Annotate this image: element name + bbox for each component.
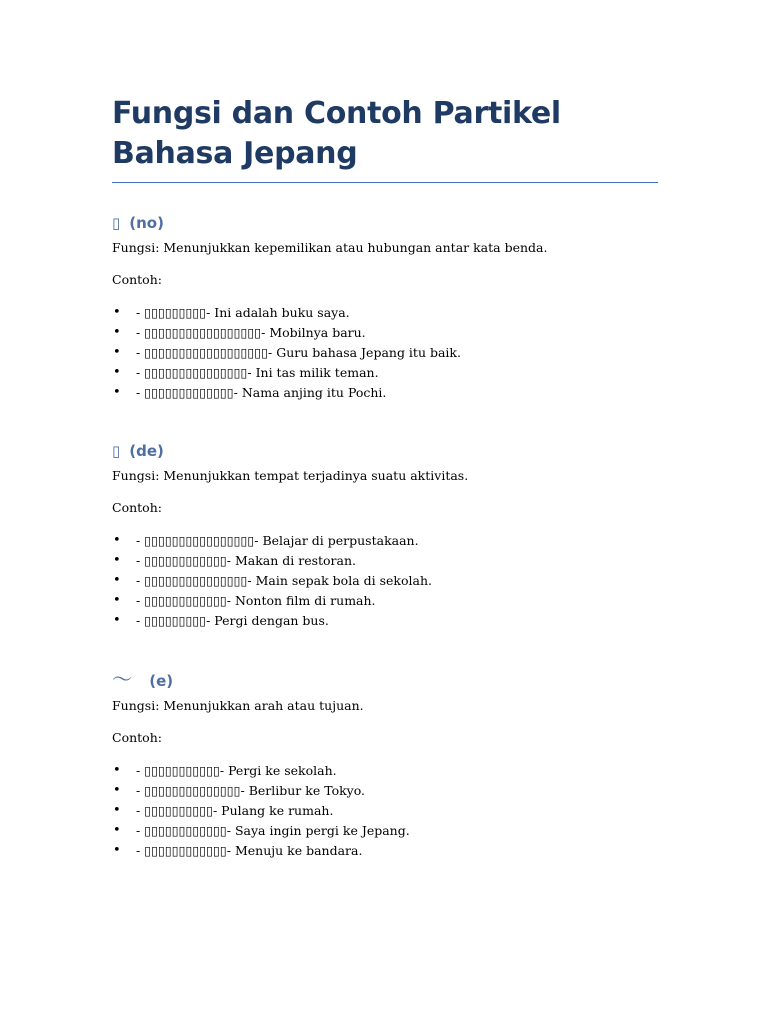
translation-text: - Berlibur ke Tokyo. <box>240 783 366 798</box>
translation-text: - Nonton film di rumah. <box>226 593 376 608</box>
section-heading <box>112 669 658 691</box>
list-item <box>112 611 658 631</box>
bullet-icon: • <box>113 803 121 818</box>
bullet-icon: • <box>113 345 121 360</box>
bullet-icon: • <box>113 325 121 340</box>
translation-text: - Belajar di perpustakaan. <box>254 533 419 548</box>
japanese-text: - ▯▯▯▯▯▯▯▯▯▯▯▯ <box>136 593 227 608</box>
document-page <box>112 94 658 861</box>
translation-text: - Makan di restoran. <box>226 553 357 568</box>
section-no <box>112 213 658 403</box>
translation-text: - Ini tas milik teman. <box>247 365 379 380</box>
translation-text: - Menuju ke bandara. <box>226 843 363 858</box>
list-item <box>112 383 658 403</box>
section-heading <box>112 213 658 233</box>
japanese-text: - ▯▯▯▯▯▯▯▯▯▯▯▯▯▯▯▯▯▯ <box>136 345 269 360</box>
section-heading-label: (no) <box>129 214 164 232</box>
japanese-text: - ▯▯▯▯▯▯▯▯▯▯▯▯▯▯ <box>136 783 241 798</box>
japanese-text: - ▯▯▯▯▯▯▯▯▯ <box>136 613 207 628</box>
japanese-text: - ▯▯▯▯▯▯▯▯▯▯▯▯▯▯▯▯▯ <box>136 325 262 340</box>
bullet-icon: • <box>113 613 121 628</box>
bullet-icon: • <box>113 763 121 778</box>
bullet-icon: • <box>113 823 121 838</box>
translation-text: - Nama anjing itu Pochi. <box>233 385 387 400</box>
bullet-icon: • <box>113 385 121 400</box>
section-heading-label: (de) <box>129 442 164 460</box>
list-item <box>112 551 658 571</box>
japanese-text: - ▯▯▯▯▯▯▯▯▯▯▯▯ <box>136 823 227 838</box>
list-item <box>112 531 658 551</box>
list-item <box>112 801 658 821</box>
list-item <box>112 841 658 861</box>
example-list <box>112 761 658 861</box>
contoh-label: Contoh: <box>112 730 162 745</box>
translation-text: - Guru bahasa Jepang itu baik. <box>268 345 461 360</box>
list-item <box>112 821 658 841</box>
translation-text: - Main sepak bola di sekolah. <box>247 573 432 588</box>
japanese-text: - ▯▯▯▯▯▯▯▯▯▯▯▯▯▯▯ <box>136 365 248 380</box>
example-list <box>112 531 658 631</box>
list-item <box>112 343 658 363</box>
section-de <box>112 441 658 631</box>
translation-text: - Pergi ke sekolah. <box>219 763 337 778</box>
fungsi-text: Fungsi: Menunjukkan arah atau tujuan. <box>112 698 364 713</box>
translation-text: - Pergi dengan bus. <box>206 613 329 628</box>
bullet-icon: • <box>113 365 121 380</box>
section-e <box>112 669 658 861</box>
page-title: Fungsi dan Contoh Partikel Bahasa Jepang <box>112 94 658 183</box>
contoh-label: Contoh: <box>112 272 162 287</box>
translation-text: - Mobilnya baru. <box>261 325 366 340</box>
translation-text: - Ini adalah buku saya. <box>206 305 350 320</box>
japanese-text: - ▯▯▯▯▯▯▯▯▯▯▯ <box>136 763 220 778</box>
list-item <box>112 303 658 323</box>
list-item <box>112 323 658 343</box>
japanese-text: - ▯▯▯▯▯▯▯▯▯▯ <box>136 803 213 818</box>
fungsi-text: Fungsi: Menunjukkan kepemilikan atau hubungan antar kata benda. <box>112 240 548 255</box>
list-item <box>112 571 658 591</box>
japanese-text: - ▯▯▯▯▯▯▯▯▯ <box>136 305 207 320</box>
japanese-text: - ▯▯▯▯▯▯▯▯▯▯▯▯▯▯▯▯ <box>136 533 255 548</box>
section-heading-label: (e) <box>149 672 174 690</box>
example-list <box>112 303 658 403</box>
bullet-icon: • <box>113 573 121 588</box>
japanese-glyph: 〜 <box>112 667 132 691</box>
japanese-text: - ▯▯▯▯▯▯▯▯▯▯▯▯ <box>136 553 227 568</box>
japanese-text: - ▯▯▯▯▯▯▯▯▯▯▯▯▯▯▯ <box>136 573 248 588</box>
contoh-label: Contoh: <box>112 500 162 515</box>
bullet-icon: • <box>113 553 121 568</box>
japanese-text: - ▯▯▯▯▯▯▯▯▯▯▯▯▯ <box>136 385 234 400</box>
list-item <box>112 591 658 611</box>
bullet-icon: • <box>113 305 121 320</box>
japanese-glyph: ▯ <box>112 442 121 460</box>
japanese-text: - ▯▯▯▯▯▯▯▯▯▯▯▯ <box>136 843 227 858</box>
japanese-glyph: ▯ <box>112 214 121 232</box>
translation-text: - Saya ingin pergi ke Jepang. <box>226 823 410 838</box>
list-item <box>112 363 658 383</box>
bullet-icon: • <box>113 533 121 548</box>
bullet-icon: • <box>113 843 121 858</box>
list-item <box>112 781 658 801</box>
translation-text: - Pulang ke rumah. <box>212 803 334 818</box>
fungsi-text: Fungsi: Menunjukkan tempat terjadinya suatu aktivitas. <box>112 468 469 483</box>
bullet-icon: • <box>113 593 121 608</box>
section-heading <box>112 441 658 461</box>
bullet-icon: • <box>113 783 121 798</box>
list-item <box>112 761 658 781</box>
